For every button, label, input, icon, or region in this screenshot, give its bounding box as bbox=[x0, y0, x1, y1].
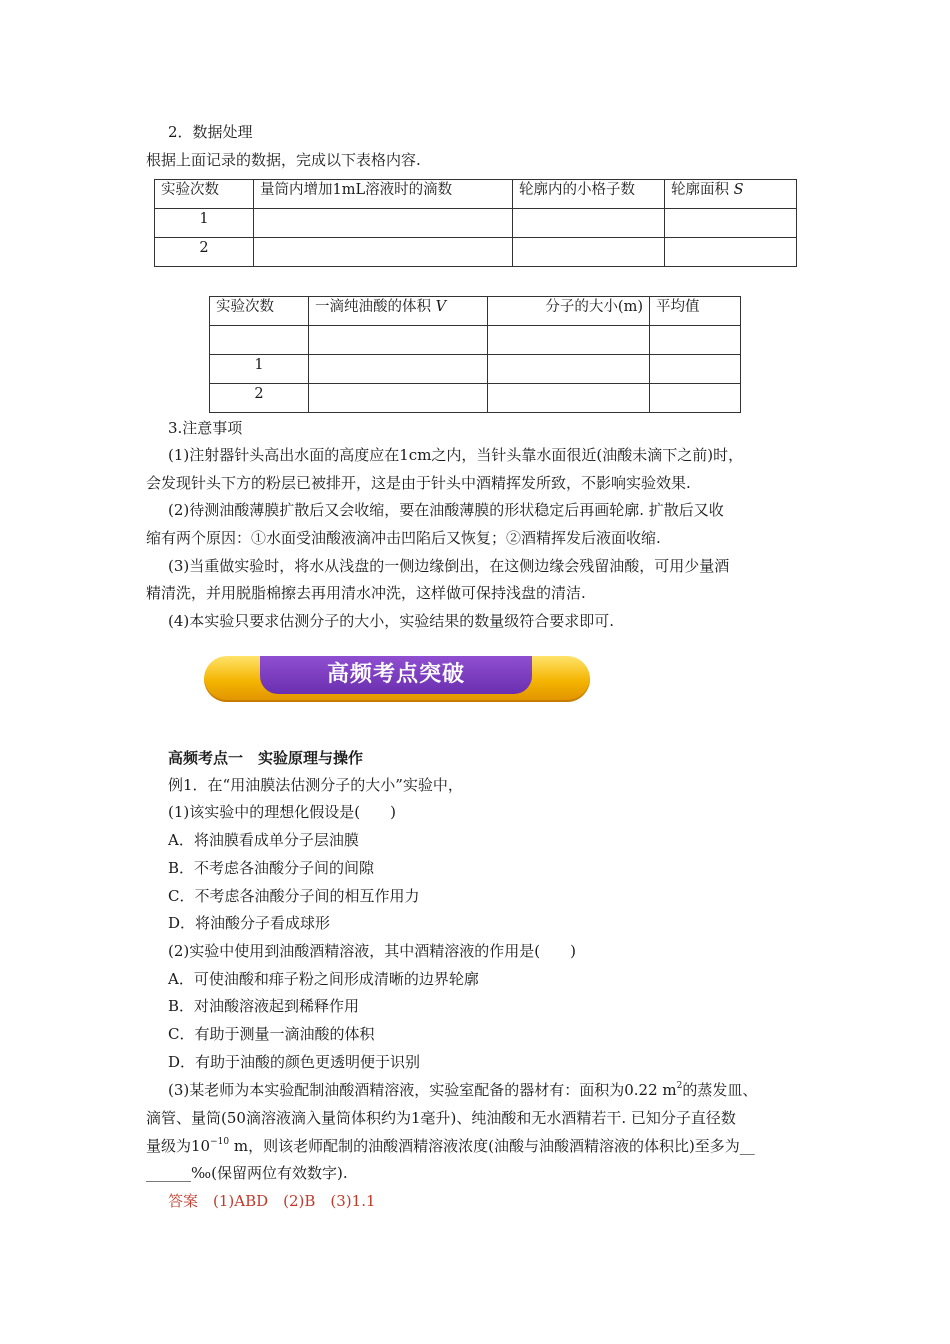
question-1: (1)该实验中的理想化假设是( ) bbox=[168, 803, 396, 821]
table-cell bbox=[665, 209, 797, 238]
note-2-line-1: (2)待测油酸薄膜扩散后又会收缩，要在油酸薄膜的形状稳定后再画轮廓. 扩散后又收 bbox=[168, 501, 724, 519]
table-header-cell: 分子的大小(m) bbox=[488, 297, 650, 326]
table-cell bbox=[513, 209, 665, 238]
question-2: (2)实验中使用到油酸酒精溶液，其中酒精溶液的作用是( ) bbox=[168, 942, 576, 960]
option-q1-d: D．将油酸分子看成球形 bbox=[168, 914, 331, 932]
table-cell bbox=[513, 238, 665, 267]
table-cell bbox=[665, 238, 797, 267]
table-cell bbox=[210, 326, 309, 355]
table-header-cell: 实验次数 bbox=[210, 297, 309, 326]
table-cell bbox=[488, 326, 650, 355]
key-point-title: 高频考点一 实验原理与操作 bbox=[168, 749, 364, 767]
superscript-exponent: −10 bbox=[210, 1137, 230, 1147]
table-header-cell: 平均值 bbox=[650, 297, 741, 326]
note-3-line-2: 精清洗，并用脱脂棉擦去再用清水冲洗，这样做可保持浅盘的清洁. bbox=[146, 584, 586, 602]
data-table-1 bbox=[154, 179, 797, 267]
option-q2-b: B．对油酸溶液起到稀释作用 bbox=[168, 997, 360, 1015]
table-cell bbox=[309, 355, 488, 384]
data-table-2 bbox=[209, 296, 741, 413]
table-cell bbox=[309, 326, 488, 355]
table-row bbox=[210, 355, 741, 384]
note-1-line-2: 会发现针头下方的粉层已被排开，这是由于针头中酒精挥发所致，不影响实验效果. bbox=[146, 474, 691, 492]
question-3-line-2: 滴管、量筒(50滴溶液滴入量筒体积约为1毫升)、纯油酸和无水酒精若干. 已知分子直径数 bbox=[146, 1109, 736, 1127]
table-cell bbox=[650, 355, 741, 384]
table-cell bbox=[254, 238, 513, 267]
section-heading-data-processing: 2．数据处理 bbox=[168, 123, 253, 141]
question-3-line-1: (3)某老师为本实验配制油酸酒精溶液，实验室配备的器材有：面积为0.22 $m^2$的蒸发皿、 bbox=[168, 1081, 758, 1099]
table-row bbox=[210, 384, 741, 413]
table-header-cell: 一滴纯油酸的体积 V bbox=[309, 297, 488, 326]
variable-v: V bbox=[435, 299, 447, 315]
section-heading-notes: 3.注意事项 bbox=[168, 419, 243, 437]
table-cell: 2 bbox=[210, 384, 309, 413]
table-cell bbox=[488, 355, 650, 384]
table-row bbox=[155, 238, 797, 267]
superscript-2: 2 bbox=[676, 1081, 683, 1091]
table-cell bbox=[650, 384, 741, 413]
table-cell bbox=[488, 384, 650, 413]
table-cell bbox=[254, 209, 513, 238]
option-q1-a: A．将油膜看成单分子层油膜 bbox=[168, 831, 359, 849]
table-row bbox=[155, 209, 797, 238]
table-cell bbox=[309, 384, 488, 413]
table-header-cell: 轮廓内的小格子数 bbox=[513, 180, 665, 209]
option-q1-c: C．不考虑各油酸分子间的相互作用力 bbox=[168, 887, 420, 905]
question-3-line-4: ______‰(保留两位有效数字). bbox=[146, 1164, 348, 1182]
option-q2-a: A．可使油酸和痱子粉之间形成清晰的边界轮廓 bbox=[168, 970, 479, 988]
table-header-cell: 量筒内增加1mL溶液时的滴数 bbox=[254, 180, 513, 209]
table-cell: 2 bbox=[155, 238, 254, 267]
table-header-row bbox=[210, 297, 741, 326]
example-intro: 例1．在“用油膜法估测分子的大小”实验中， bbox=[168, 776, 463, 794]
table-header-cell: 实验次数 bbox=[155, 180, 254, 209]
section-banner-label: 高频考点突破 bbox=[260, 656, 532, 694]
note-3-line-1: (3)当重做实验时，将水从浅盘的一侧边缘倒出，在这侧边缘会残留油酸，可用少量酒 bbox=[168, 557, 730, 575]
table-cell: 1 bbox=[155, 209, 254, 238]
option-q2-c: C．有助于测量一滴油酸的体积 bbox=[168, 1025, 375, 1043]
note-2-line-2: 缩有两个原因：①水面受油酸液滴冲击凹陷后又恢复；②酒精挥发后液面收缩. bbox=[146, 529, 661, 547]
question-3-line-3: 量级为$10^{-10}$ m，则该老师配制的油酸酒精溶液浓度(油酸与油酸酒精溶液的体积比)至多为__ bbox=[146, 1137, 755, 1155]
option-q2-d: D．有助于油酸的颜色更透明便于识别 bbox=[168, 1053, 421, 1071]
table-header-cell: 轮廓面积 S bbox=[665, 180, 797, 209]
answer-line: 答案 (1)ABD (2)B (3)1.1 bbox=[168, 1192, 376, 1210]
table-cell: 1 bbox=[210, 355, 309, 384]
table-row bbox=[210, 326, 741, 355]
note-1-line-1: (1)注射器针头高出水面的高度应在1cm之内，当针头靠水面很近(油酸未滴下之前)时， bbox=[168, 446, 744, 464]
table-cell bbox=[650, 326, 741, 355]
option-q1-b: B．不考虑各油酸分子间的间隙 bbox=[168, 859, 375, 877]
section-intro: 根据上面记录的数据，完成以下表格内容. bbox=[146, 151, 421, 169]
section-banner bbox=[204, 656, 590, 702]
variable-s: S bbox=[733, 182, 744, 198]
table-header-row bbox=[155, 180, 797, 209]
note-4: (4)本实验只要求估测分子的大小，实验结果的数量级符合要求即可. bbox=[168, 612, 615, 630]
